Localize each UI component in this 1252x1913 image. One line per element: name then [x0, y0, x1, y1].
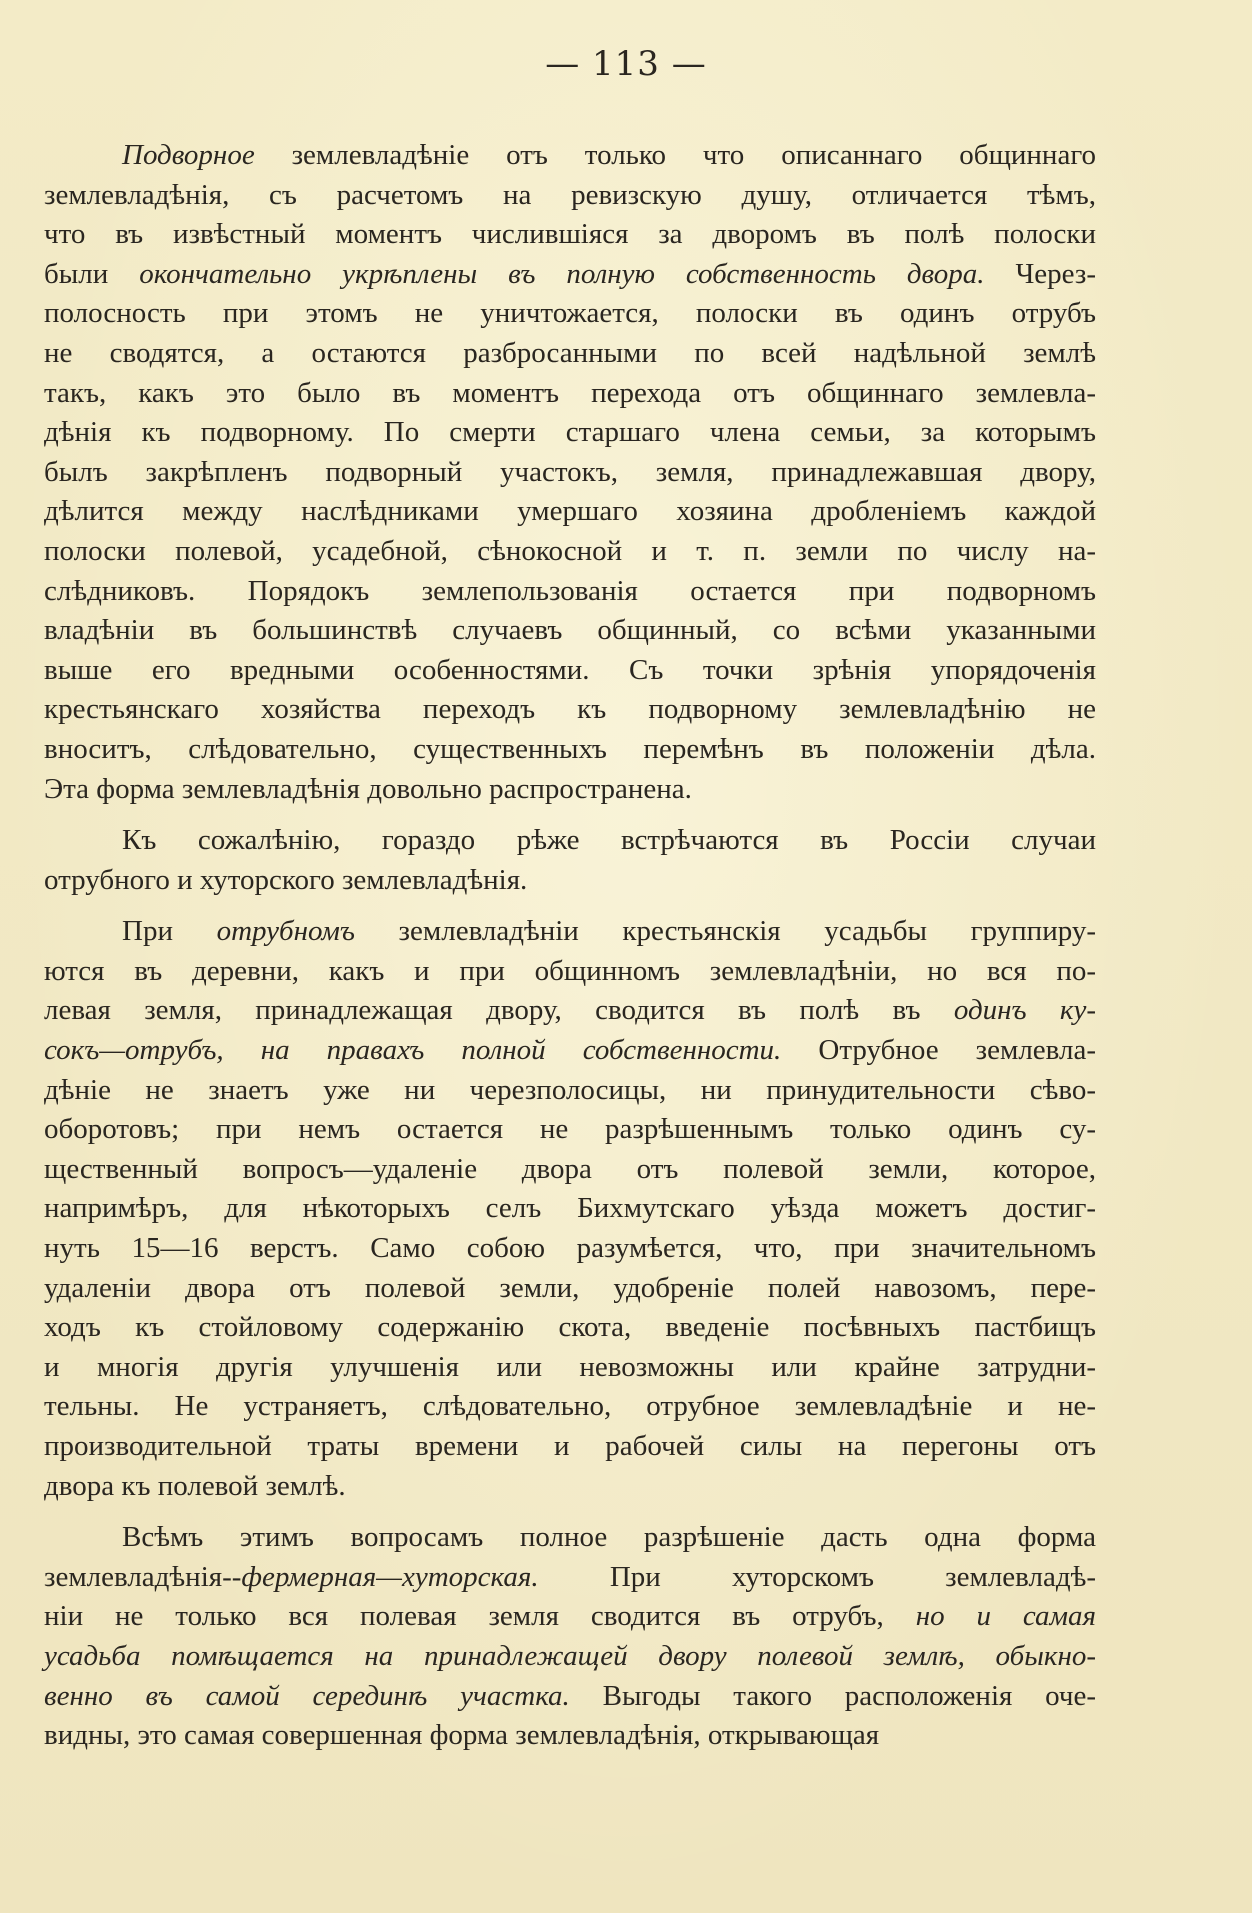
text-run: Эта форма землевладѣнія довольно распространена. [44, 772, 692, 805]
text-line [44, 821, 1096, 861]
text-run: левая земля, принадлежащая двору, сводится въ полѣ въ [44, 994, 954, 1027]
italic-run: отрубномъ [216, 915, 355, 948]
text-line [44, 861, 1096, 901]
text-run: тельны. Не устраняетъ, слѣдовательно, отрубное землевладѣніе и не- [44, 1390, 1096, 1423]
text-run: При [122, 915, 217, 948]
text-run: удаленіи двора отъ полевой земли, удобреніе полей навозомъ, пере- [44, 1271, 1096, 1304]
text-run: ются въ деревни, какъ и при общинномъ землевладѣніи, но вся по- [44, 954, 1096, 987]
text-line [44, 1467, 1096, 1507]
text-line [44, 453, 1096, 493]
text-run: землевладѣніи крестьянскія усадьбы группиру- [354, 915, 1096, 948]
text-run: и многія другія улучшенія или невозможны или крайне затрудни- [44, 1350, 1096, 1383]
text-line [44, 1677, 1096, 1717]
text-run: отрубного и хуторского землевладѣнія. [44, 863, 528, 896]
text-line [44, 1716, 1096, 1756]
text-line [44, 136, 1096, 176]
text-line [44, 1150, 1096, 1190]
text-line [44, 492, 1096, 532]
text-line [44, 1031, 1096, 1071]
text-run: крестьянскаго хозяйства переходъ къ подворному землевладѣнію не [44, 693, 1096, 726]
text-line [44, 1269, 1096, 1309]
text-run: что въ извѣстный моментъ числившіяся за дворомъ въ полѣ полоски [44, 218, 1096, 251]
text-line [44, 611, 1096, 651]
text-run: владѣніи въ большинствѣ случаевъ общинный, со всѣми указанными [44, 614, 1096, 647]
text-line [44, 730, 1096, 770]
text-line [44, 1308, 1096, 1348]
text-line [44, 991, 1096, 1031]
text-run: полосность при этомъ не уничтожается, полоски въ одинъ отрубъ [44, 297, 1096, 330]
text-run: ніи не только вся полевая земля сводится въ отрубъ, [44, 1600, 916, 1633]
text-run: щественный вопросъ—удаленіе двора отъ полевой земли, которое, [44, 1152, 1096, 1185]
text-run: Къ сожалѣнію, гораздо рѣже встрѣчаются въ Россіи случаи [122, 824, 1096, 857]
text-line [44, 1387, 1096, 1427]
text-line [44, 374, 1096, 414]
text-run: При хуторскомъ землевладѣ- [538, 1560, 1096, 1593]
text-run: ходъ къ стойловому содержанію скота, введеніе посѣвныхъ пастбищъ [44, 1311, 1096, 1344]
text-line [44, 952, 1096, 992]
text-run: двора къ полевой землѣ. [44, 1469, 346, 1502]
italic-run: усадьба помѣщается на принадлежащей двору полевой землѣ, обыкно- [44, 1639, 1096, 1672]
italic-run: но и самая [915, 1600, 1096, 1633]
text-line [44, 413, 1096, 453]
text-line [44, 912, 1096, 952]
text-run: нуть 15—16 верстъ. Само собою разумѣется, что, при значительномъ [44, 1232, 1096, 1265]
text-run: землевладѣнія, съ расчетомъ на ревизскую душу, отличается тѣмъ, [44, 178, 1096, 211]
text-line [44, 1110, 1096, 1150]
text-run: Отрубное землевла- [781, 1034, 1096, 1067]
text-run: землевладѣнія-- [44, 1560, 242, 1593]
text-line [44, 294, 1096, 334]
text-line [44, 532, 1096, 572]
text-run: дѣнія къ подворному. По смерти старшаго члена семьи, за которымъ [44, 416, 1096, 449]
page-number: — 113 — [545, 44, 707, 84]
italic-run: фермерная—хуторская. [241, 1560, 539, 1593]
text-run: производительной траты времени и рабочей силы на перегоны отъ [44, 1430, 1096, 1462]
italic-run: окончательно укрѣплены въ полную собственность двора. [139, 257, 985, 290]
text-line [44, 1071, 1096, 1111]
italic-run: Подворное [122, 139, 255, 171]
text-line [44, 1558, 1096, 1598]
text-line [44, 572, 1096, 612]
text-run: были [44, 257, 140, 290]
text-run: напримѣръ, для нѣкоторыхъ селъ Бихмутскаго уѣзда можетъ достиг- [44, 1192, 1096, 1225]
text-run: землевладѣніе отъ только что описаннаго общиннаго [254, 139, 1096, 171]
text-run: оборотовъ; при немъ остается не разрѣшеннымъ только одинъ су- [44, 1113, 1096, 1146]
text-run: былъ закрѣпленъ подворный участокъ, земля, принадлежавшая двору, [44, 455, 1096, 488]
italic-run: сокъ—отрубъ, на правахъ полной собственности. [44, 1034, 782, 1067]
text-line [44, 176, 1096, 216]
text-run: дѣлится между наслѣдниками умершаго хозяина дробленіемъ каждой [44, 495, 1096, 528]
text-run: дѣніе не знаетъ уже ни черезполосицы, ни принудительности сѣво- [44, 1073, 1096, 1106]
text-run: не сводятся, а остаются разбросанными по всей надѣльной землѣ [44, 336, 1096, 369]
text-run: Выгоды такого расположенія оче- [569, 1679, 1096, 1712]
text-line [44, 1229, 1096, 1269]
text-line [44, 1427, 1096, 1467]
text-line [44, 770, 1096, 810]
text-run: слѣдниковъ. Порядокъ землепользованія остается при подворномъ [44, 574, 1096, 607]
body-text [44, 136, 1096, 1756]
italic-run: одинъ ку- [953, 994, 1096, 1027]
text-run: такъ, какъ это было въ моментъ перехода отъ общиннаго землевла- [44, 376, 1096, 409]
text-line [44, 255, 1096, 295]
text-line [44, 1348, 1096, 1388]
text-run: Всѣмъ этимъ вопросамъ полное разрѣшеніе дасть одна форма [122, 1521, 1096, 1554]
text-run: видны, это самая совершенная форма землевладѣнія, открывающая [44, 1719, 880, 1752]
text-run: выше его вредными особенностями. Съ точки зрѣнія упорядоченія [44, 653, 1096, 686]
text-line [44, 1518, 1096, 1558]
text-line [44, 651, 1096, 691]
text-line [44, 1189, 1096, 1229]
text-line [44, 215, 1096, 255]
text-run: Через- [984, 257, 1097, 290]
text-run: вноситъ, слѣдовательно, существенныхъ перемѣнъ въ положеніи дѣла. [44, 732, 1096, 765]
text-run: полоски полевой, усадебной, сѣнокосной и т. п. земли по числу на- [44, 534, 1096, 567]
text-line [44, 1637, 1096, 1677]
text-line [44, 1597, 1096, 1637]
text-line [44, 334, 1096, 374]
italic-run: венно въ самой серединѣ участка. [44, 1679, 570, 1712]
text-line [44, 690, 1096, 730]
